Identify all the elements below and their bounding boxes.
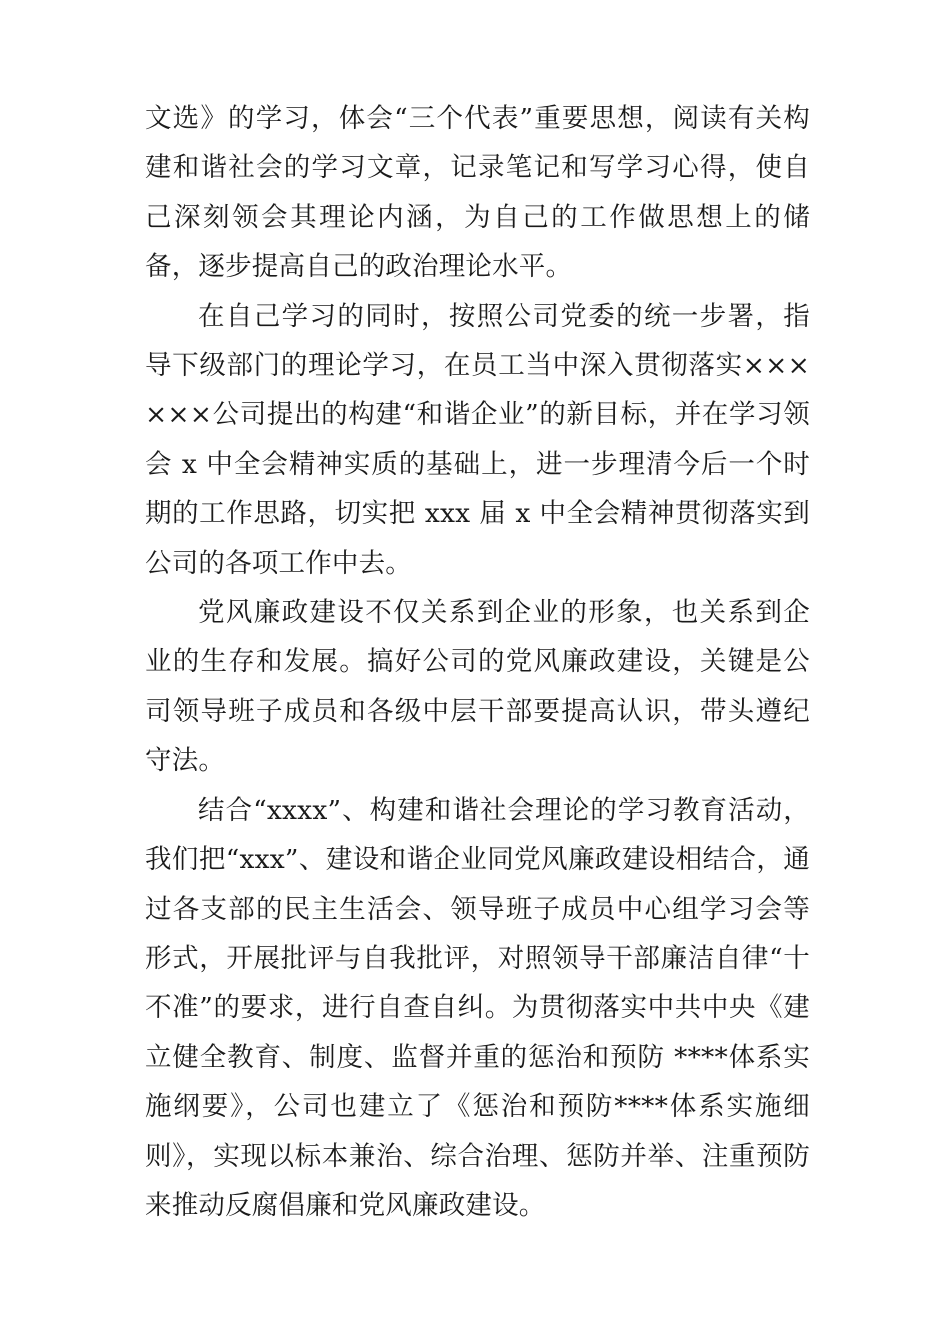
paragraph-4: 结合“xxxx”、构建和谐社会理论的学习教育活动，我们把“xxx”、建设和谐企业同党风廉政建设相结合，通过各支部的民主生活会、领导班子成员中心组学习会等形式，开展批评与自我批评，对照领导干部廉洁自律“十不准”的要求，进行自查自纠。为贯彻落实中共中央《建立健全教育、制度、监督并重的惩治和预防 ****体系实施纲要》，公司也建立了《惩治和预防****体系实施细则》，实现以标本兼治、综合治理、惩防并举、注重预防来推动反腐倡廉和党风廉政建设。 [145,794,810,1221]
paragraph-1: 文选》的学习，体会“三个代表”重要思想，阅读有关构建和谐社会的学习文章，记录笔记和写学习心得，使自己深刻领会其理论内涵，为自己的工作做思想上的储备，逐步提高自己的政治理论水平。 [145,103,810,283]
paragraph-2: 在自己学习的同时，按照公司党委的统一步署，指导下级部门的理论学习，在员工当中深入贯彻落实××××××公司提出的构建“和谐企业”的新目标，并在学习领会 x 中全会精神实质的基础上，进一步理清今后一个时期的工作思路，切实把 xxx 届 x 中全会精神贯彻落实到公司的各项工作中去。 [145,300,810,579]
document-body [145,94,810,1230]
paragraph-3: 党风廉政建设不仅关系到企业的形象，也关系到企业的生存和发展。搞好公司的党风廉政建设，关键是公司领导班子成员和各级中层干部要提高认识，带头遵纪守法。 [145,597,810,777]
